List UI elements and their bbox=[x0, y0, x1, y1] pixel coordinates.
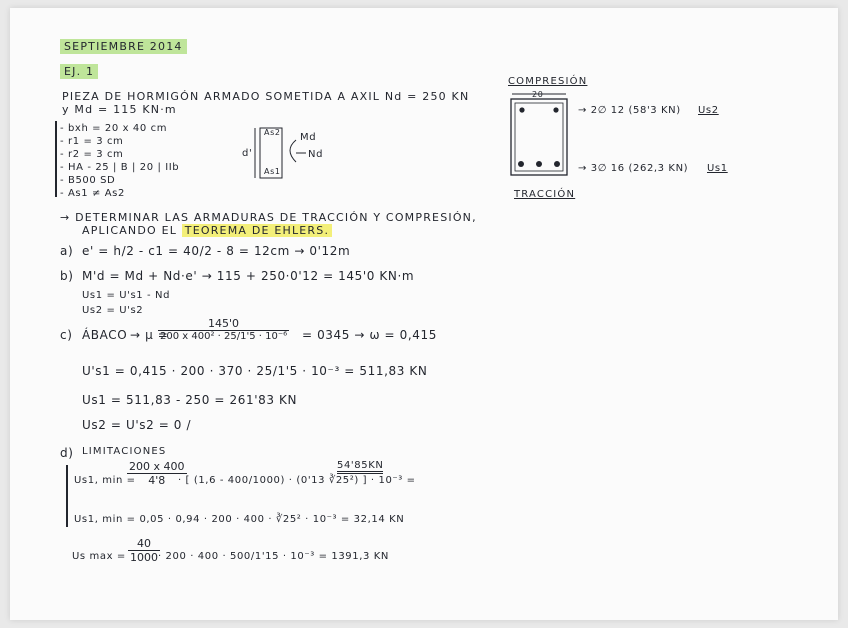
data-item: - HA - 25 | B | 20 | IIb bbox=[60, 162, 180, 173]
step-b-text: M'd = Md + Nd·e' → 115 + 250·0'12 = 145'0 KN·m bbox=[82, 269, 415, 283]
step-b-us1: Us1 = U's1 - Nd bbox=[82, 290, 171, 301]
mu-numerator: 145'0 bbox=[158, 317, 289, 331]
exam-title: SEPTIEMBRE 2014 bbox=[60, 39, 187, 54]
us2-calc: Us2 = U's2 = 0 / bbox=[82, 418, 192, 432]
compression-label: COMPRESIÓN bbox=[508, 76, 588, 87]
data-item: - r2 = 3 cm bbox=[60, 149, 124, 160]
top-bars-label: → 2∅ 12 (58'3 KN) bbox=[578, 105, 681, 116]
us1-tag: Us1 bbox=[707, 163, 728, 174]
as1-label: As1 bbox=[264, 167, 281, 176]
max-numerator: 40 bbox=[128, 537, 160, 551]
us1-prime-calc: U's1 = 0,415 · 200 · 370 · 25/1'5 · 10⁻³ = 511,83 KN bbox=[82, 364, 428, 378]
us1-calc: Us1 = 511,83 - 250 = 261'83 KN bbox=[82, 393, 298, 407]
step-b-us2: Us2 = U's2 bbox=[82, 305, 144, 316]
step-a-text: e' = h/2 - c1 = 40/2 - 8 = 12cm → 0'12m bbox=[82, 244, 351, 258]
abaco-label: ÁBACO bbox=[82, 328, 128, 342]
paper-sheet bbox=[10, 8, 838, 620]
min1-body: · [ (1,6 - 400/1000) · (0'13 ∛25²) ] · 10⁻³ = bbox=[178, 475, 416, 486]
exercise-label: EJ. 1 bbox=[60, 64, 98, 79]
data-item: - B500 SD bbox=[60, 175, 116, 186]
min2-calc: Us1, min = 0,05 · 0,94 · 200 · 400 · ∛25² · 10⁻³ = 32,14 KN bbox=[74, 514, 405, 525]
task-line-1: → DETERMINAR LAS ARMADURAS DE TRACCIÓN Y COMPRESIÓN, bbox=[60, 211, 477, 224]
task-prefix: APLICANDO EL bbox=[82, 224, 178, 237]
min1-denominator: 4'8 bbox=[148, 474, 166, 487]
us2-tag: Us2 bbox=[698, 105, 719, 116]
as2-label: As2 bbox=[264, 128, 281, 137]
data-item: - r1 = 3 cm bbox=[60, 136, 124, 147]
min1-result: 54'85KN bbox=[337, 460, 383, 474]
traction-label: TRACCIÓN bbox=[514, 189, 576, 200]
nd-label: Nd bbox=[308, 149, 324, 160]
limitaciones-title: LIMITACIONES bbox=[82, 446, 167, 457]
width-label: 20 bbox=[532, 90, 544, 99]
mu-denominator: 200 x 400² · 25/1'5 · 10⁻⁶ bbox=[160, 331, 288, 342]
md-label: Md bbox=[300, 132, 317, 143]
step-d-label: d) bbox=[60, 446, 74, 460]
bottom-bars-label: → 3∅ 16 (262,3 KN) bbox=[578, 163, 689, 174]
mu-result: = 0345 → ω = 0,415 bbox=[302, 328, 437, 342]
statement-line-2: y Md = 115 KN·m bbox=[62, 103, 177, 116]
min1-prefix: Us1, min = bbox=[74, 475, 136, 486]
statement-line-1: PIEZA DE HORMIGÓN ARMADO SOMETIDA A AXIL Nd = 250 KN bbox=[62, 90, 470, 103]
data-item: - As1 ≠ As2 bbox=[60, 188, 125, 199]
task-highlight: TEOREMA DE EHLERS. bbox=[182, 224, 332, 237]
max-denominator: 1000 bbox=[130, 551, 158, 564]
max-prefix: Us max = bbox=[72, 551, 126, 562]
min1-numerator: 200 x 400 bbox=[129, 460, 185, 473]
mu-prefix: → μ = bbox=[130, 328, 169, 342]
step-c-label: c) bbox=[60, 328, 73, 342]
step-a-label: a) bbox=[60, 244, 74, 258]
max-body: · 200 · 400 · 500/1'15 · 10⁻³ = 1391,3 KN bbox=[158, 551, 389, 562]
d-prime-label: d' bbox=[242, 148, 253, 159]
data-item: - bxh = 20 x 40 cm bbox=[60, 123, 168, 134]
step-b-label: b) bbox=[60, 269, 74, 283]
